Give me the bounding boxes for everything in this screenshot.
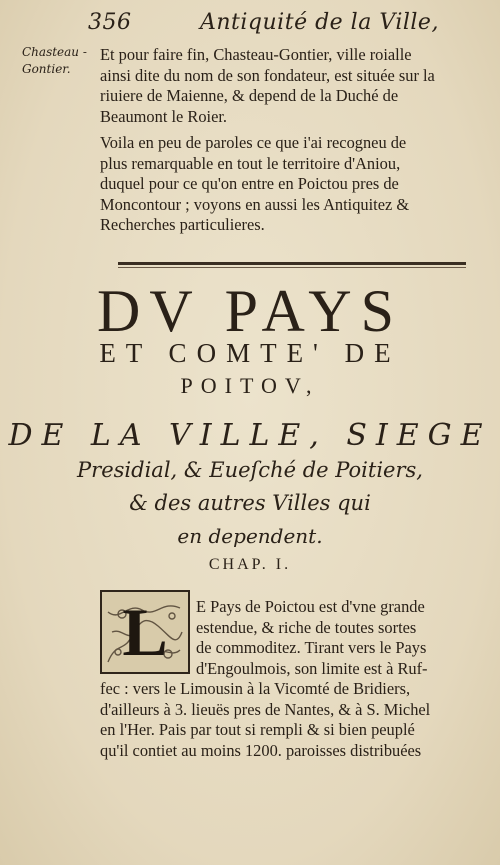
subtitle-line1: DE LA VILLE, SIEGE	[8, 418, 492, 453]
paragraph-chasteau-gontier	[100, 45, 486, 127]
running-title: Antiquité de la Ville,	[200, 10, 439, 35]
subtitle-line2: Presidial, & Eueſché de Poitiers,	[77, 458, 423, 482]
section-title: DV PAYS	[97, 278, 403, 344]
paragraph-conclusion	[100, 133, 486, 236]
section-divider	[118, 262, 466, 265]
subtitle-line4: en dependent.	[177, 524, 323, 548]
text-line: en l'Her. Pais par tout si rempli & si bien peuplé	[100, 720, 415, 740]
text-line: de commoditez. Tirant vers le Pays	[196, 638, 427, 658]
ornamental-initial	[100, 590, 190, 674]
text-line: Voila en peu de paroles ce que i'ai recogneu de	[100, 133, 407, 152]
text-line: estendue, & riche de toutes sortes	[196, 617, 417, 637]
text-line: d'ailleurs à 3. lieuës pres de Nantes, & à S. Michel	[100, 699, 431, 719]
text-line: fec : vers le Limousin à la Vicomté de Bridiers,	[100, 679, 411, 698]
margin-note-line: Chasteau -	[22, 45, 87, 59]
section-title-line2: ET COMTE' DE	[99, 338, 401, 368]
text-line: riuiere de Maienne, & depend de la Duché de	[100, 86, 399, 106]
margin-note	[22, 44, 94, 78]
text-line: E Pays de Poictou est d'vne grande	[196, 597, 425, 616]
text-line: plus remarquable en tout le territoire d'Aniou,	[100, 153, 401, 173]
text-line: Recherches particulieres.	[100, 215, 265, 235]
page-number: 356	[88, 10, 132, 35]
page-header	[88, 8, 483, 38]
text-line: Beaumont le Roier.	[100, 106, 228, 126]
text-line: ainsi dite du nom de son fondateur, est située sur la	[100, 65, 435, 85]
paragraph-poitou-continued	[100, 679, 488, 761]
text-line: Moncontour ; voyons en aussi les Antiquitez &	[100, 194, 410, 214]
paragraph-poitou-intro	[196, 597, 488, 679]
text-line: d'Engoulmois, son limite est à Ruf-	[196, 658, 428, 678]
text-line: qu'il contiet au moins 1200. paroisses distribuées	[100, 740, 422, 760]
chapter-heading: CHAP. I.	[208, 556, 292, 573]
section-title-line3: POITOV,	[180, 373, 320, 398]
margin-note-line: Gontier.	[22, 62, 71, 76]
text-line: Et pour faire fin, Chasteau-Gontier, ville roialle	[100, 45, 412, 64]
drop-cap-letter: L	[122, 594, 168, 670]
subtitle-line3: & des autres Villes qui	[129, 491, 371, 515]
text-line: duquel pour ce qu'on entre en Poictou pres de	[100, 174, 399, 194]
